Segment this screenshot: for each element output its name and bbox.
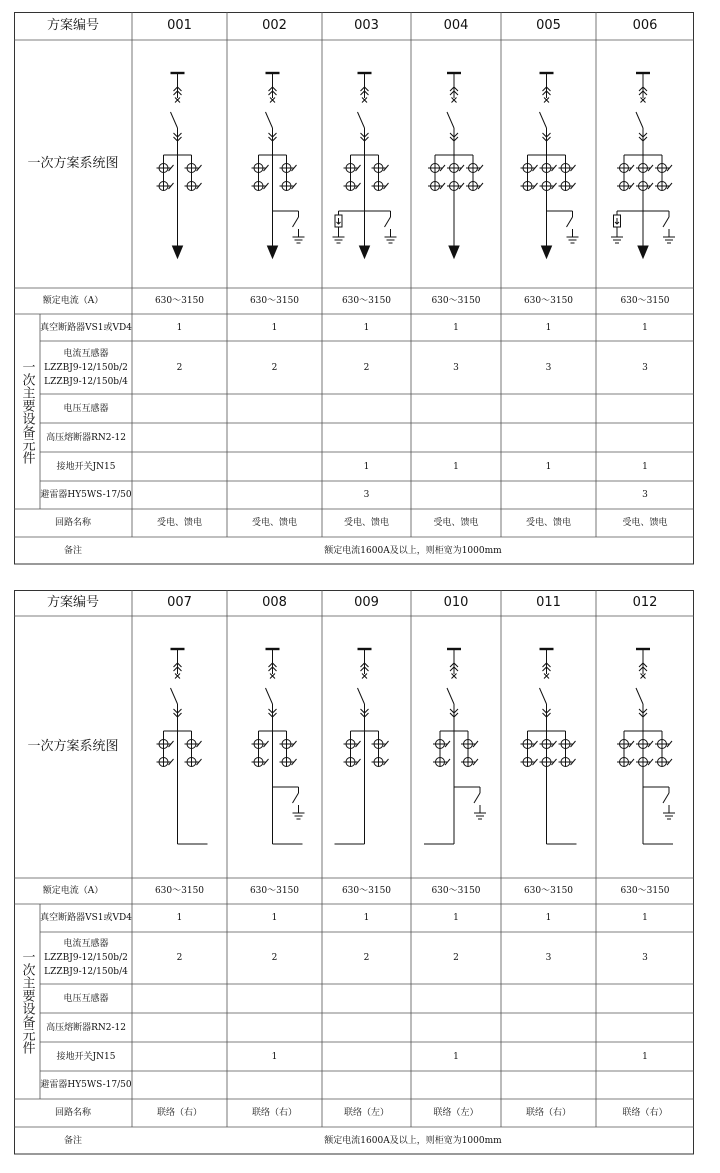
equipment-quantity: 2 (453, 953, 459, 963)
equipment-quantity (596, 423, 694, 452)
equipment-label-line: 真空断路器VS1或VD4 (40, 322, 132, 333)
equipment-row-label (40, 481, 132, 509)
circuit-name-value: 联络（右） (622, 1108, 668, 1118)
rated-current-value: 630～3150 (249, 296, 300, 306)
equipment-quantity: 1 (545, 913, 552, 923)
equipment-quantity: 3 (642, 953, 648, 963)
equipment-quantity (411, 423, 501, 452)
circuit-name-value: 受电、馈电 (251, 518, 297, 528)
main-equipment-label: 一次主要设备元件 (19, 949, 35, 1054)
equipment-quantity: 1 (453, 322, 459, 333)
diagram-label: 一次方案系统图 (27, 156, 119, 171)
breaker-icon (540, 688, 547, 704)
equipment-quantity (596, 394, 694, 423)
equipment-row-label (40, 394, 132, 423)
equipment-quantity: 1 (363, 322, 370, 333)
rated-current-value: 630～3150 (154, 886, 205, 896)
equipment-label-line: LZZBJ9-12/150b/2 (44, 953, 128, 963)
equipment-quantity: 3 (545, 953, 552, 963)
breaker-icon (266, 112, 273, 128)
equipment-quantity: 3 (363, 490, 370, 500)
equipment-quantity (132, 423, 227, 452)
feeder-arrow-icon (638, 246, 648, 258)
equipment-quantity (227, 984, 322, 1013)
equipment-quantity (322, 1071, 411, 1099)
equipment-quantity: 1 (545, 461, 552, 472)
single-line-diagram (424, 649, 486, 844)
equipment-quantity: 2 (363, 953, 370, 963)
equipment-quantity (411, 984, 501, 1013)
equipment-label-line: 接地开关JN15 (56, 461, 116, 472)
equipment-quantity: 1 (453, 913, 459, 923)
rated-current-value: 630～3150 (431, 886, 481, 896)
equipment-quantity: 1 (642, 1051, 648, 1062)
equipment-row-label (40, 341, 132, 394)
equipment-row-label (40, 423, 132, 452)
single-line-diagram (617, 649, 675, 844)
single-line-diagram (252, 73, 305, 258)
circuit-name-value: 联络（左） (343, 1108, 389, 1118)
single-line-diagram (428, 73, 483, 258)
equipment-quantity (501, 1013, 596, 1042)
rated-current-value: 630～3150 (523, 886, 574, 896)
equipment-quantity: 2 (176, 953, 183, 963)
equipment-label-line: LZZBJ9-12/150b/4 (44, 967, 128, 977)
equipment-quantity (132, 481, 227, 509)
equipment-label-line: 避雷器HY5WS-17/50 (40, 490, 132, 500)
scheme-code: 003 (354, 18, 379, 33)
breaker-icon (171, 688, 178, 704)
circuit-name-value: 联络（左） (433, 1108, 479, 1118)
earthing-switch-icon (663, 793, 669, 803)
rated-current-value: 630～3150 (341, 296, 392, 306)
earthing-switch-icon (293, 793, 299, 803)
equipment-quantity (501, 394, 596, 423)
breaker-icon (447, 688, 454, 704)
equipment-row-label (40, 452, 132, 481)
diagram-label: 一次方案系统图 (27, 739, 119, 754)
equipment-quantity (501, 481, 596, 509)
scheme-code: 005 (536, 18, 561, 33)
remarks-label: 备注 (63, 545, 82, 556)
scheme-table-2 (14, 590, 694, 1155)
rated-current-label: 额定电流（A） (42, 296, 104, 306)
equipment-quantity (322, 1042, 411, 1071)
scheme-code: 001 (167, 18, 192, 33)
scheme-code: 006 (632, 18, 658, 33)
circuit-name-value: 受电、馈电 (156, 518, 202, 528)
equipment-quantity (227, 452, 322, 481)
circuit-name-value: 联络（右） (156, 1108, 202, 1118)
earthing-switch-icon (385, 217, 391, 227)
equipment-quantity: 1 (176, 913, 183, 923)
equipment-quantity (132, 984, 227, 1013)
rated-current-value: 630～3150 (341, 886, 392, 896)
equipment-quantity: 1 (271, 913, 278, 923)
equipment-quantity: 1 (363, 461, 370, 472)
equipment-quantity (227, 1071, 322, 1099)
scheme-number-label: 方案编号 (46, 18, 99, 33)
equipment-quantity: 1 (271, 1051, 278, 1062)
single-line-diagram (521, 649, 577, 844)
equipment-quantity (132, 1071, 227, 1099)
equipment-quantity: 1 (453, 1051, 459, 1062)
equipment-quantity (132, 394, 227, 423)
equipment-label-line: 电流互感器 (63, 348, 109, 359)
equipment-row-label (40, 1013, 132, 1042)
equipment-quantity: 2 (363, 362, 370, 373)
feeder-arrow-icon (360, 246, 370, 258)
equipment-quantity (501, 1071, 596, 1099)
equipment-quantity: 3 (642, 490, 648, 500)
scheme-code: 008 (262, 595, 287, 610)
equipment-quantity: 1 (363, 913, 370, 923)
feeder-arrow-icon (268, 246, 278, 258)
single-line-diagram (521, 73, 579, 258)
breaker-icon (447, 112, 454, 128)
equipment-quantity: 1 (642, 913, 648, 923)
rated-current-value: 630～3150 (523, 296, 574, 306)
single-line-diagram (611, 73, 675, 258)
rated-current-label: 额定电流（A） (42, 886, 104, 896)
circuit-name-value: 受电、馈电 (525, 518, 571, 528)
rated-current-value: 630～3150 (431, 296, 481, 306)
breaker-icon (266, 688, 273, 704)
breaker-icon (358, 688, 365, 704)
equipment-quantity: 1 (453, 461, 459, 472)
equipment-quantity (411, 1071, 501, 1099)
single-line-diagram (157, 649, 208, 844)
equipment-quantity (227, 481, 322, 509)
equipment-quantity: 2 (271, 362, 278, 373)
equipment-quantity (322, 984, 411, 1013)
breaker-icon (358, 112, 365, 128)
equipment-quantity (132, 1013, 227, 1042)
equipment-quantity (227, 423, 322, 452)
breaker-icon (540, 112, 547, 128)
scheme-code: 009 (354, 595, 379, 610)
equipment-row-label (40, 1071, 132, 1099)
equipment-quantity (322, 423, 411, 452)
equipment-quantity (411, 394, 501, 423)
equipment-row-label (40, 904, 132, 932)
earthing-switch-icon (567, 217, 573, 227)
equipment-label-line: 接地开关JN15 (56, 1051, 116, 1062)
equipment-quantity: 3 (453, 362, 459, 373)
earthing-switch-icon (663, 217, 669, 227)
breaker-icon (636, 688, 643, 704)
equipment-label-line: 高压熔断器RN2-12 (46, 432, 126, 443)
equipment-label-line: 真空断路器VS1或VD4 (40, 913, 132, 923)
earthing-switch-icon (293, 217, 299, 227)
equipment-quantity (596, 1013, 694, 1042)
rated-current-value: 630～3150 (249, 886, 300, 896)
single-line-diagram (333, 73, 397, 258)
scheme-code: 004 (443, 18, 469, 33)
equipment-quantity: 2 (176, 362, 183, 373)
scheme-code: 011 (536, 595, 561, 610)
circuit-name-value: 联络（右） (525, 1108, 571, 1118)
equipment-quantity (322, 394, 411, 423)
breaker-icon (636, 112, 643, 128)
equipment-quantity (132, 452, 227, 481)
remarks-text: 额定电流1600A及以上，则柜宽为1000mm (324, 1135, 502, 1146)
single-line-diagram (335, 649, 389, 844)
feeder-arrow-icon (542, 246, 552, 258)
circuit-name-label: 回路名称 (54, 1108, 91, 1118)
circuit-name-label: 回路名称 (54, 518, 91, 528)
equipment-quantity (596, 1071, 694, 1099)
equipment-quantity (227, 1013, 322, 1042)
single-line-diagram (252, 649, 305, 844)
equipment-quantity: 3 (545, 362, 552, 373)
scheme-code: 007 (167, 595, 192, 610)
scheme-code: 002 (262, 18, 287, 33)
equipment-quantity: 1 (545, 322, 552, 333)
rated-current-value: 630～3150 (620, 296, 670, 306)
equipment-label-line: LZZBJ9-12/150b/4 (44, 376, 128, 387)
scheme-code: 010 (443, 595, 469, 610)
equipment-label-line: LZZBJ9-12/150b/2 (44, 362, 128, 373)
equipment-row-label (40, 984, 132, 1013)
rated-current-value: 630～3150 (620, 886, 670, 896)
remarks-label: 备注 (63, 1135, 82, 1146)
feeder-arrow-icon (173, 246, 183, 258)
circuit-name-value: 受电、馈电 (622, 518, 668, 528)
equipment-row-label (40, 314, 132, 341)
equipment-quantity (501, 984, 596, 1013)
feeder-arrow-icon (449, 246, 459, 258)
equipment-quantity (501, 423, 596, 452)
equipment-row-label (40, 932, 132, 984)
equipment-quantity (596, 984, 694, 1013)
equipment-quantity: 1 (271, 322, 278, 333)
equipment-label-line: 高压熔断器RN2-12 (46, 1022, 126, 1033)
circuit-name-value: 联络（右） (251, 1108, 297, 1118)
equipment-quantity: 3 (642, 362, 648, 373)
rated-current-value: 630～3150 (154, 296, 205, 306)
equipment-quantity (227, 394, 322, 423)
circuit-name-value: 受电、馈电 (343, 518, 389, 528)
equipment-label-line: 电流互感器 (63, 939, 109, 949)
breaker-icon (171, 112, 178, 128)
earthing-switch-icon (474, 793, 480, 803)
circuit-name-value: 受电、馈电 (433, 518, 479, 528)
equipment-quantity (132, 1042, 227, 1071)
scheme-number-label: 方案编号 (46, 595, 99, 610)
scheme-code: 012 (632, 595, 658, 610)
remarks-text: 额定电流1600A及以上，则柜宽为1000mm (324, 545, 502, 556)
equipment-quantity: 1 (642, 461, 648, 472)
equipment-label-line: 电压互感器 (63, 993, 109, 1004)
single-line-diagram (157, 73, 202, 258)
equipment-quantity: 1 (176, 322, 183, 333)
equipment-quantity (411, 1013, 501, 1042)
equipment-label-line: 避雷器HY5WS-17/50 (40, 1080, 132, 1090)
equipment-quantity: 1 (642, 322, 648, 333)
equipment-quantity (322, 1013, 411, 1042)
equipment-quantity (411, 481, 501, 509)
equipment-row-label (40, 1042, 132, 1071)
equipment-label-line: 电压互感器 (63, 403, 109, 414)
main-equipment-label: 一次主要设备元件 (19, 359, 35, 464)
scheme-table-1 (14, 12, 694, 565)
equipment-quantity: 2 (271, 953, 278, 963)
equipment-quantity (501, 1042, 596, 1071)
